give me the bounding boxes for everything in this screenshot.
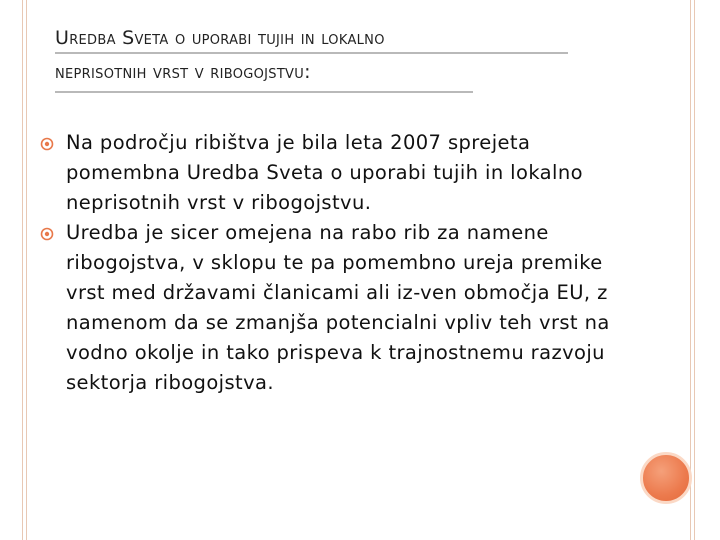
title-line-1: Uredba Sveta o uporabi tujih in lokalno bbox=[55, 27, 385, 49]
frame-right-inner-line bbox=[690, 0, 691, 540]
title-underline-2 bbox=[55, 91, 473, 93]
orange-circle-bullet-icon bbox=[40, 227, 54, 241]
slide-title bbox=[55, 26, 615, 84]
orange-circle-bullet-icon bbox=[40, 137, 54, 151]
bullet-item-1 bbox=[40, 128, 625, 218]
frame-left-inner-line bbox=[26, 0, 27, 540]
bullet-text-2: Uredba je sicer omejena na rabo rib za namene ribogojstva, v sklopu te pa pomembno ureja premike vrst med državami članicami ali iz-ven območja EU, z namenom da se zmanjša potencialni vpliv teh vrst na vodno okolje in tako prispeva k trajnostnemu razvoju sektorja ribogojstva. bbox=[66, 221, 610, 394]
title-line-2: neprisotnih vrst v ribogojstvu: bbox=[55, 61, 311, 83]
bullet-text-1: Na področju ribištva je bila leta 2007 sprejeta pomembna Uredba Sveta o uporabi tujih in lokalno neprisotnih vrst v ribogojstvu. bbox=[66, 131, 583, 214]
title-underline-1 bbox=[55, 52, 568, 54]
bullet-item-2 bbox=[40, 218, 625, 398]
frame-right-outer-line bbox=[694, 0, 695, 540]
bullet-list bbox=[40, 128, 625, 398]
decorative-orange-circle bbox=[640, 452, 692, 504]
frame-left-outer-line bbox=[22, 0, 23, 540]
